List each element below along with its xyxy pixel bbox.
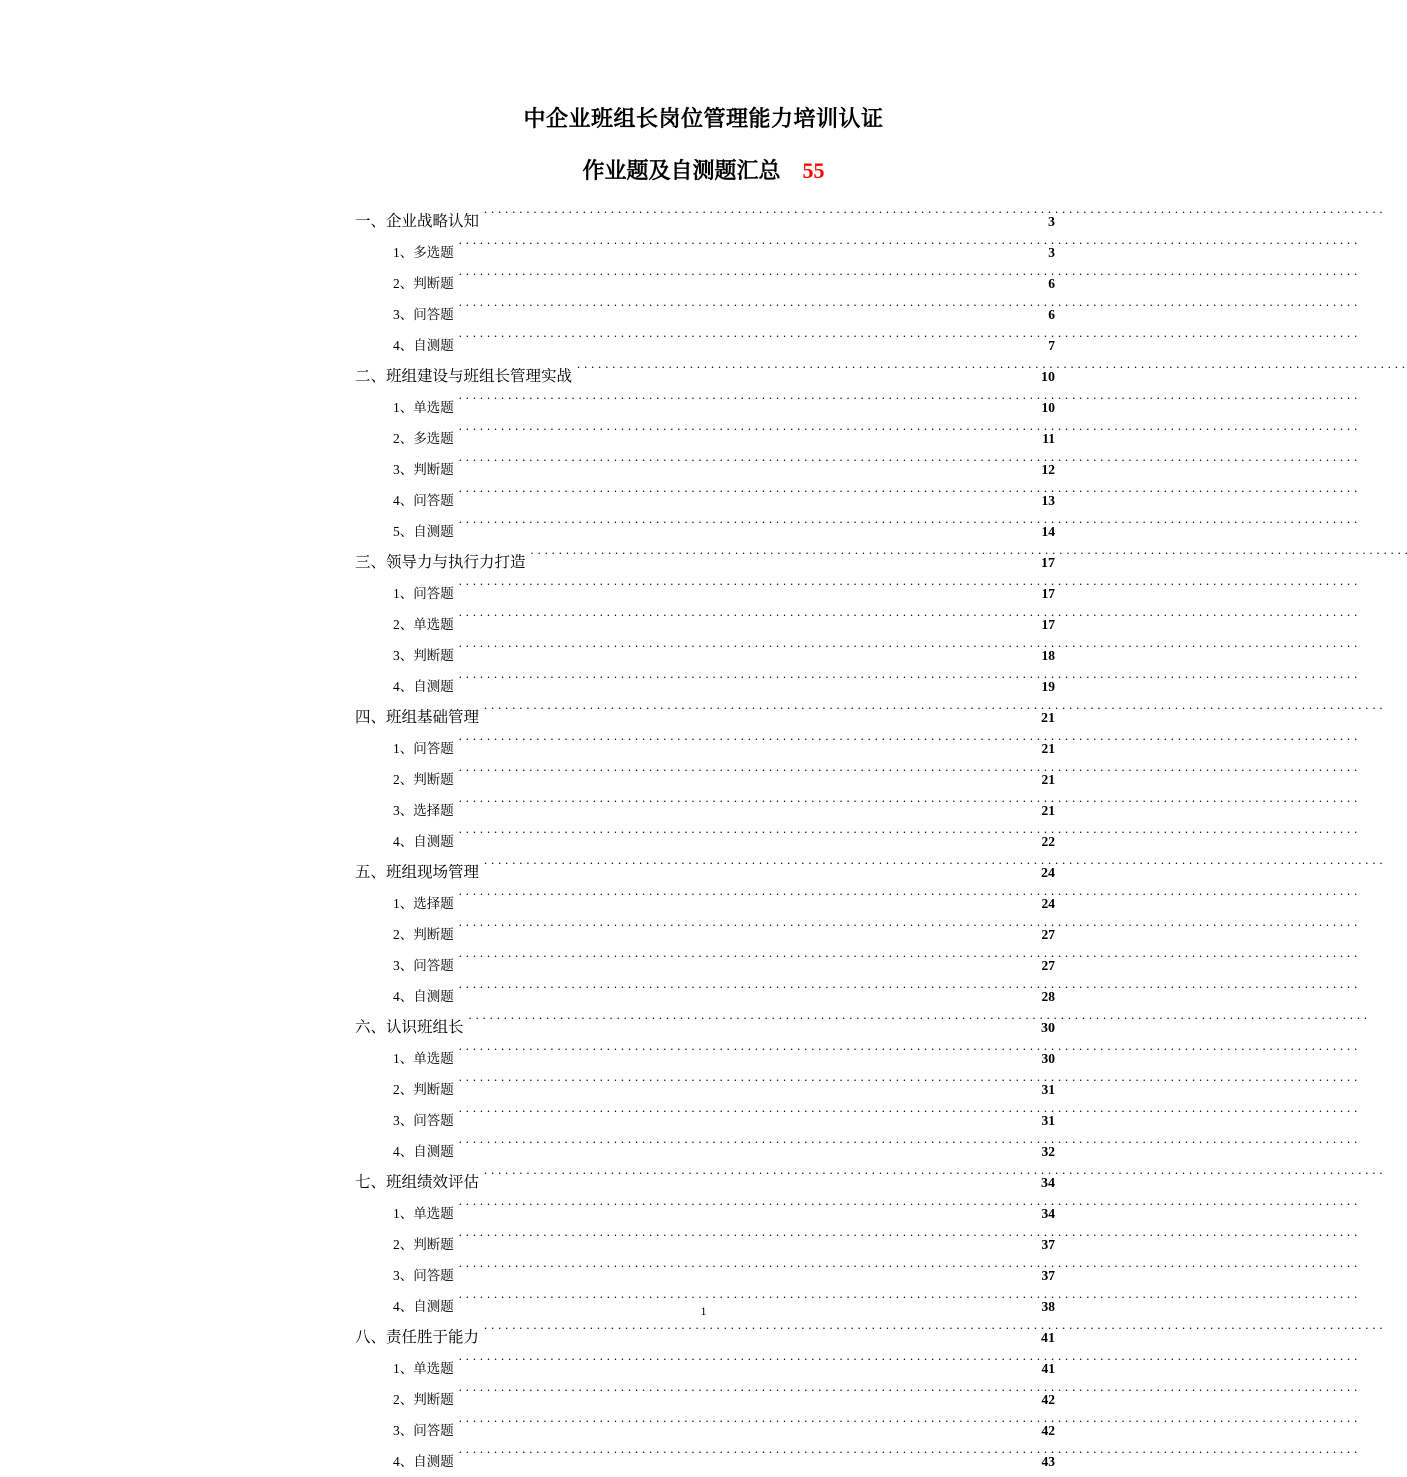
toc-entry-page-number: 10 [1041,370,1055,385]
page-footer [207,1303,1200,1319]
toc-entry-label: 1、单选题 [393,1206,454,1221]
toc-entry-label: 1、问答题 [393,741,454,756]
toc-entry-page-number: 3 [1048,215,1055,230]
toc-entry-label: 2、判断题 [393,1237,454,1252]
toc-entry-label: 2、判断题 [393,276,454,291]
toc-dot-leader [459,306,1035,320]
toc-dot-leader [484,707,1035,723]
toc-entry-label: 3、判断题 [393,462,454,477]
toc-dot-leader [459,1453,1035,1467]
toc-entry-page-number: 38 [1041,1299,1055,1314]
table-of-contents [355,206,1055,1477]
toc-entry-label: 4、自测题 [393,1299,454,1314]
footer-page-number: 1 [700,1304,707,1318]
document-subtitle: 作业题及自测题汇总 [582,158,781,183]
toc-dot-leader [459,771,1035,785]
toc-entry-page-number: 30 [1041,1021,1055,1036]
toc-entry-page-number: 13 [1041,493,1055,508]
toc-dot-leader [459,678,1035,692]
toc-entry-page-number: 19 [1041,679,1055,694]
toc-entry-page-number: 6 [1048,276,1055,291]
toc-entry-page-number: 21 [1041,711,1055,726]
toc-entry-page-number: 31 [1041,1082,1055,1097]
toc-entry-page-number: 34 [1041,1176,1055,1191]
toc-entry-label: 八、责任胜于能力 [355,1329,480,1346]
toc-entry-page-number: 32 [1041,1144,1055,1159]
toc-entry-label: 六、认识班组长 [355,1019,464,1036]
toc-entry-label: 5、自测题 [393,524,454,539]
toc-dot-leader [459,244,1035,258]
toc-entry-page-number: 37 [1041,1237,1055,1252]
subtitle-number-badge: 55 [802,158,825,183]
toc-entry-label: 2、判断题 [393,772,454,787]
toc-entry-label: 4、问答题 [393,493,454,508]
toc-dot-leader [469,1017,1035,1033]
toc-entry-page-number: 31 [1041,1113,1055,1128]
toc-entry-label: 2、判断题 [393,1392,454,1407]
toc-dot-leader [459,1081,1035,1095]
toc-entry-label: 3、问答题 [393,1268,454,1283]
toc-dot-leader [484,211,1035,227]
toc-dot-leader [459,1422,1035,1436]
toc-entry-page-number: 37 [1041,1268,1055,1283]
toc-entry-page-number: 24 [1041,896,1055,911]
toc-entry-label: 1、选择题 [393,896,454,911]
toc-dot-leader [459,802,1035,816]
toc-entry-label: 2、判断题 [393,1082,454,1097]
toc-entry-page-number: 41 [1041,1361,1055,1376]
toc-entry-page-number: 30 [1041,1051,1055,1066]
toc-dot-leader [459,430,1035,444]
toc-dot-leader [459,275,1035,289]
toc-entry-page-number: 27 [1041,927,1055,942]
toc-dot-leader [459,1112,1035,1126]
toc-entry-label: 4、自测题 [393,1144,454,1159]
toc-dot-leader [484,862,1035,878]
toc-dot-leader [459,957,1035,971]
toc-entry-page-number: 21 [1041,803,1055,818]
toc-entry-page-number: 14 [1041,524,1055,539]
toc-entry-label: 3、判断题 [393,648,454,663]
toc-dot-leader [459,337,1035,351]
toc-entry-page-number: 18 [1041,648,1055,663]
toc-entry-label: 3、问答题 [393,958,454,973]
toc-entry-label: 4、自测题 [393,834,454,849]
toc-entry-page-number: 12 [1041,462,1055,477]
toc-dot-leader [484,1172,1035,1188]
toc-entry-label: 4、自测题 [393,989,454,1004]
toc-dot-leader [459,1391,1035,1405]
toc-dot-leader [459,895,1035,909]
toc-entry-page-number: 42 [1041,1423,1055,1438]
toc-entry-label: 4、自测题 [393,1454,454,1469]
toc-entry-page-number: 27 [1041,958,1055,973]
toc-entry[interactable] [355,1446,1055,1477]
toc-entry-label: 二、班组建设与班组长管理实战 [355,368,573,385]
toc-entry-page-number: 3 [1048,245,1055,260]
toc-entry-label: 三、领导力与执行力打造 [355,554,526,571]
toc-entry-label: 五、班组现场管理 [355,864,480,881]
toc-dot-leader [459,926,1035,940]
toc-dot-leader [459,647,1035,661]
toc-entry-page-number: 21 [1041,772,1055,787]
document-subtitle-row [207,156,1200,186]
toc-entry-label: 2、单选题 [393,617,454,632]
toc-entry-label: 3、选择题 [393,803,454,818]
toc-dot-leader [531,552,1035,568]
toc-entry-label: 七、班组绩效评估 [355,1174,480,1191]
toc-dot-leader [459,399,1035,413]
toc-entry-label: 4、自测题 [393,679,454,694]
toc-entry-label: 1、单选题 [393,1051,454,1066]
toc-entry-label: 一、企业战略认知 [355,213,480,230]
toc-entry-page-number: 34 [1041,1206,1055,1221]
toc-entry-label: 2、判断题 [393,927,454,942]
toc-entry-page-number: 11 [1042,431,1055,446]
toc-dot-leader [459,988,1035,1002]
toc-dot-leader [459,1205,1035,1219]
toc-entry-label: 3、问答题 [393,307,454,322]
toc-entry-label: 2、多选题 [393,431,454,446]
toc-entry-label: 3、问答题 [393,1113,454,1128]
toc-entry-label: 四、班组基础管理 [355,709,480,726]
toc-entry-label: 3、问答题 [393,1423,454,1438]
toc-dot-leader [459,1050,1035,1064]
toc-entry-label: 1、单选题 [393,400,454,415]
toc-entry-label: 1、多选题 [393,245,454,260]
toc-entry-page-number: 24 [1041,866,1055,881]
toc-entry-page-number: 41 [1041,1331,1055,1346]
toc-entry-page-number: 10 [1041,400,1055,415]
toc-entry-page-number: 17 [1041,556,1055,571]
toc-entry-page-number: 7 [1048,338,1055,353]
toc-dot-leader [459,1236,1035,1250]
toc-entry-page-number: 43 [1041,1454,1055,1469]
toc-dot-leader [484,1327,1035,1343]
toc-entry-page-number: 21 [1041,741,1055,756]
toc-entry-page-number: 17 [1041,586,1055,601]
toc-entry-page-number: 17 [1041,617,1055,632]
toc-entry-page-number: 6 [1048,307,1055,322]
document-title: 中企业班组长岗位管理能力培训认证 [523,106,884,131]
toc-dot-leader [459,740,1035,754]
toc-dot-leader [459,833,1035,847]
toc-dot-leader [459,1360,1035,1374]
toc-dot-leader [577,366,1035,382]
document-page [207,0,1200,1469]
toc-entry-label: 1、单选题 [393,1361,454,1376]
toc-entry-label: 4、自测题 [393,338,454,353]
toc-entry-page-number: 22 [1041,834,1055,849]
toc-dot-leader [459,461,1035,475]
toc-entry-page-number: 42 [1041,1392,1055,1407]
toc-entry-label: 1、问答题 [393,586,454,601]
toc-dot-leader [459,1267,1035,1281]
toc-dot-leader [459,492,1035,506]
toc-dot-leader [459,585,1035,599]
toc-entry-page-number: 28 [1041,989,1055,1004]
toc-dot-leader [459,616,1035,630]
toc-dot-leader [459,1143,1035,1157]
title-block [207,104,1200,186]
toc-dot-leader [459,523,1035,537]
